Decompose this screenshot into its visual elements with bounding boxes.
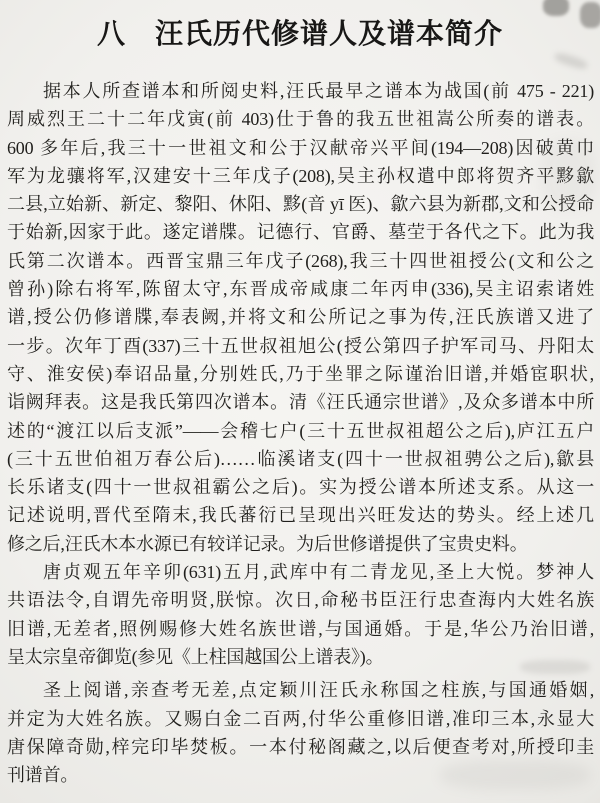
text-line: 周威烈王二十二年戊寅(前 403)仕于鲁的我五世祖嵩公所奏的谱表。 xyxy=(7,109,594,130)
text-line: 并定为大姓名族。又赐白金二百两,付华公重修旧谱,准印三本,永显大 xyxy=(7,708,594,729)
text-line: 谱,授公仍修谱牒,奉表阙,并将文和公所记之事为传,汪氏族谱又进了 xyxy=(7,307,594,328)
text-line: 长乐诸支(四十一世叔祖霸公之后)。实为授公谱本所述支系。从这一 xyxy=(7,477,594,498)
text-line: 述的“渡江以后支派”——会稽七户(三十五世叔祖超公之后),庐江五户 xyxy=(7,420,594,441)
text-line: 一步。次年丁酉(337)三十五世叔祖旭公(授公第四子护军司马、丹阳太 xyxy=(7,335,594,356)
paragraph xyxy=(7,77,594,558)
text-line: 600 多年后,我三十一世祖文和公于汉献帝兴平间(194—208)因破黄巾 xyxy=(7,137,594,158)
document-body xyxy=(0,52,600,789)
text-line: (三十五世伯祖万春公后)……临溪诸支(四十一世叔祖骋公之后),歙县 xyxy=(7,448,594,469)
text-line: 唐保障奇勋,梓完印毕焚板。一本付秘阁藏之,以后便查考对,所授印圭 xyxy=(7,736,594,757)
text-line: 守、淮安侯)奉诏品量,分别姓氏,乃于坐罪之际谨治旧谱,并婚宦职状, xyxy=(7,363,594,384)
text-line: 二县,立始新、新定、黎阳、休阳、黟(音 yī 医)、歙六县为新郡,文和公授命 xyxy=(7,194,594,215)
text-line: 旧谱,无差者,照例赐修大姓名族世谱,与国通婚。于是,华公乃治旧谱, xyxy=(7,618,594,639)
text-line: 记述说明,晋代至隋末,我氏蕃衍已呈现出兴旺发达的势头。经上述几 xyxy=(7,505,594,526)
text-line: 刊谱首。 xyxy=(7,765,79,786)
text-line: 圣上阅谱,亲查考无差,点定颖川汪氏永称国之柱族,与国通婚姻, xyxy=(43,680,594,701)
text-line: 诣阙拜表。这是我氏第四次谱本。清《汪氏通宗世谱》,及众多谱本中所 xyxy=(7,392,594,413)
page-title: 八 汪氏历代修谱人及谱本简介 xyxy=(96,19,503,50)
text-line: 共语法令,自谓先帝明贤,朕惊。次日,命秘书臣汪行忠查海内大姓名族 xyxy=(7,590,594,611)
text-line: 于始新,因家于此。遂定谱牒。记德行、官爵、墓茔于各代之下。此为我 xyxy=(7,222,594,243)
text-line: 唐贞观五年辛卯(631)五月,武库中有二青龙见,圣上大悦。梦神人 xyxy=(43,562,594,583)
text-line: 据本人所查谱本和所阅史料,汪氏最早之谱本为战国(前 475 - 221) xyxy=(43,81,594,101)
text-line: 修之后,汪氏木本水源已有较详记录。为后世修谱提供了宝贵史料。 xyxy=(7,533,528,554)
text-line: 军为龙骧将军,汉建安十三年戊子(208),吴主孙权遣中郎将贺齐平黟歙 xyxy=(7,165,594,186)
text-line: 氏第二次谱本。西晋宝鼎三年戊子(268),我三十四世祖授公(文和公之 xyxy=(7,250,594,271)
paragraph xyxy=(7,558,594,671)
text-line: 呈太宗皇帝御览(参见《上柱国越国公上谱表》)。 xyxy=(7,646,384,667)
text-line: 曾孙)除右将军,陈留太守,东晋成帝咸康二年丙申(336),吴主诏索诸姓 xyxy=(7,279,594,300)
paragraph xyxy=(7,676,594,789)
